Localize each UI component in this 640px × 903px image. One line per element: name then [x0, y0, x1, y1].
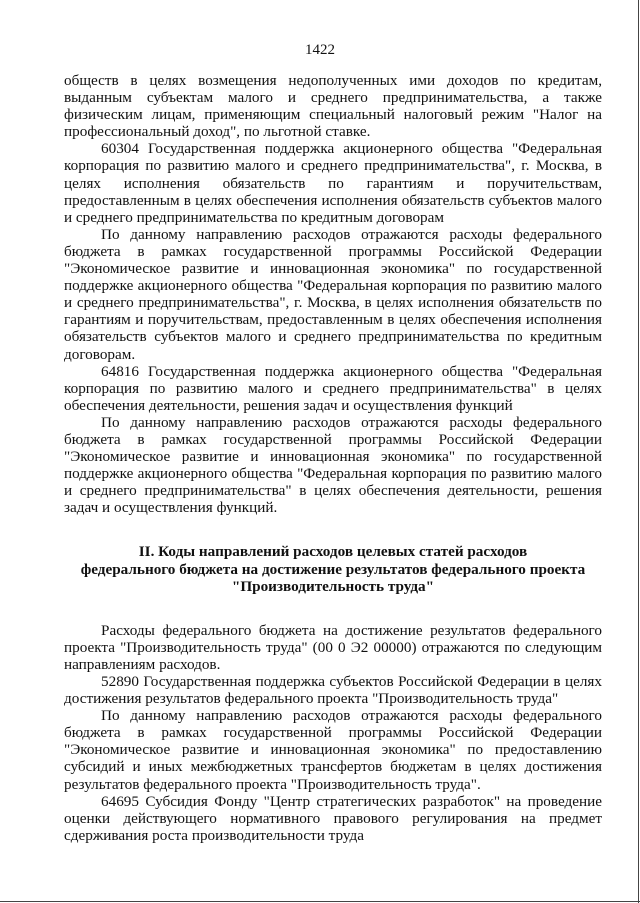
paragraph-code-52890: 52890 Государственная поддержка субъектов Российской Федерации в целях достижения результатов федерального проекта "Производительность труда" [64, 673, 602, 708]
scan-edge-right [638, 0, 639, 903]
paragraph: По данному направлению расходов отражаются расходы федерального бюджета в рамках государственной программы Российской Федерации "Экономическое развитие и инновационная экономика" по государственной поддержке акционерного общества "Федеральная корпорация по развитию малого и среднего предпринимательства", г. Москва, в целях исполнения обязательств по гарантиям и поручительствам, предоставленным в целях обеспечения исполнения обязательств субъектов малого и среднего предпринимательства по кредитным договорам. [64, 225, 602, 363]
section-heading-line: федерального бюджета на достижение результатов федерального проекта [80, 560, 586, 578]
paragraph: По данному направлению расходов отражаются расходы федерального бюджета в рамках государственной программы Российской Федерации "Экономическое развитие и инновационная экономика" по государственной поддержке акционерного общества "Федеральная корпорация по развитию малого и среднего предпринимательства" в целях обеспечения деятельности, решения задач и осуществления функций. [64, 413, 602, 517]
section-heading-line: II. Коды направлений расходов целевых статей расходов [138, 543, 528, 561]
paragraph-code-64816: 64816 Государственная поддержка акционерного общества "Федеральная корпорация по развитию малого и среднего предпринимательства" в целях обеспечения деятельности, решения задач и осуществления функций [64, 362, 602, 414]
document-body [64, 72, 602, 844]
page-number: 1422 [305, 42, 335, 58]
section-heading-line: "Производительность труда" [231, 577, 435, 595]
paragraph: По данному направлению расходов отражаются расходы федерального бюджета в рамках государственной программы Российской Федерации "Экономическое развитие и инновационная экономика" по предоставлению субсидий и иных межбюджетных трансфертов бюджетам в целях достижения результатов федерального проекта "Производительность труда". [64, 707, 602, 793]
paragraph-code-60304: 60304 Государственная поддержка акционерного общества "Федеральная корпорация по развитию малого и среднего предпринимательства", г. Москва, в целях исполнения обязательств по гарантиям и поручительствам, предоставленным в целях обеспечения исполнения обязательств субъектов малого и среднего предпринимательства по кредитным договорам [64, 140, 602, 226]
scan-edge-bottom [0, 901, 640, 902]
paragraph: обществ в целях возмещения недополученных ими доходов по кредитам, выданным субъектам малого и среднего предпринимательства, а также физическим лицам, применяющим специальный налоговый режим "Налог на профессиональный доход", по льготной ставке. [64, 72, 602, 141]
paragraph: Расходы федерального бюджета на достижение результатов федерального проекта "Производительность труда" (00 0 Э2 00000) отражаются по следующим направлениям расходов. [64, 621, 602, 673]
paragraph-code-64695: 64695 Субсидия Фонду "Центр стратегических разработок" на проведение оценки действующего нормативного правового регулирования на предмет сдерживания роста производительности труда [64, 792, 602, 844]
section-heading [64, 543, 602, 594]
